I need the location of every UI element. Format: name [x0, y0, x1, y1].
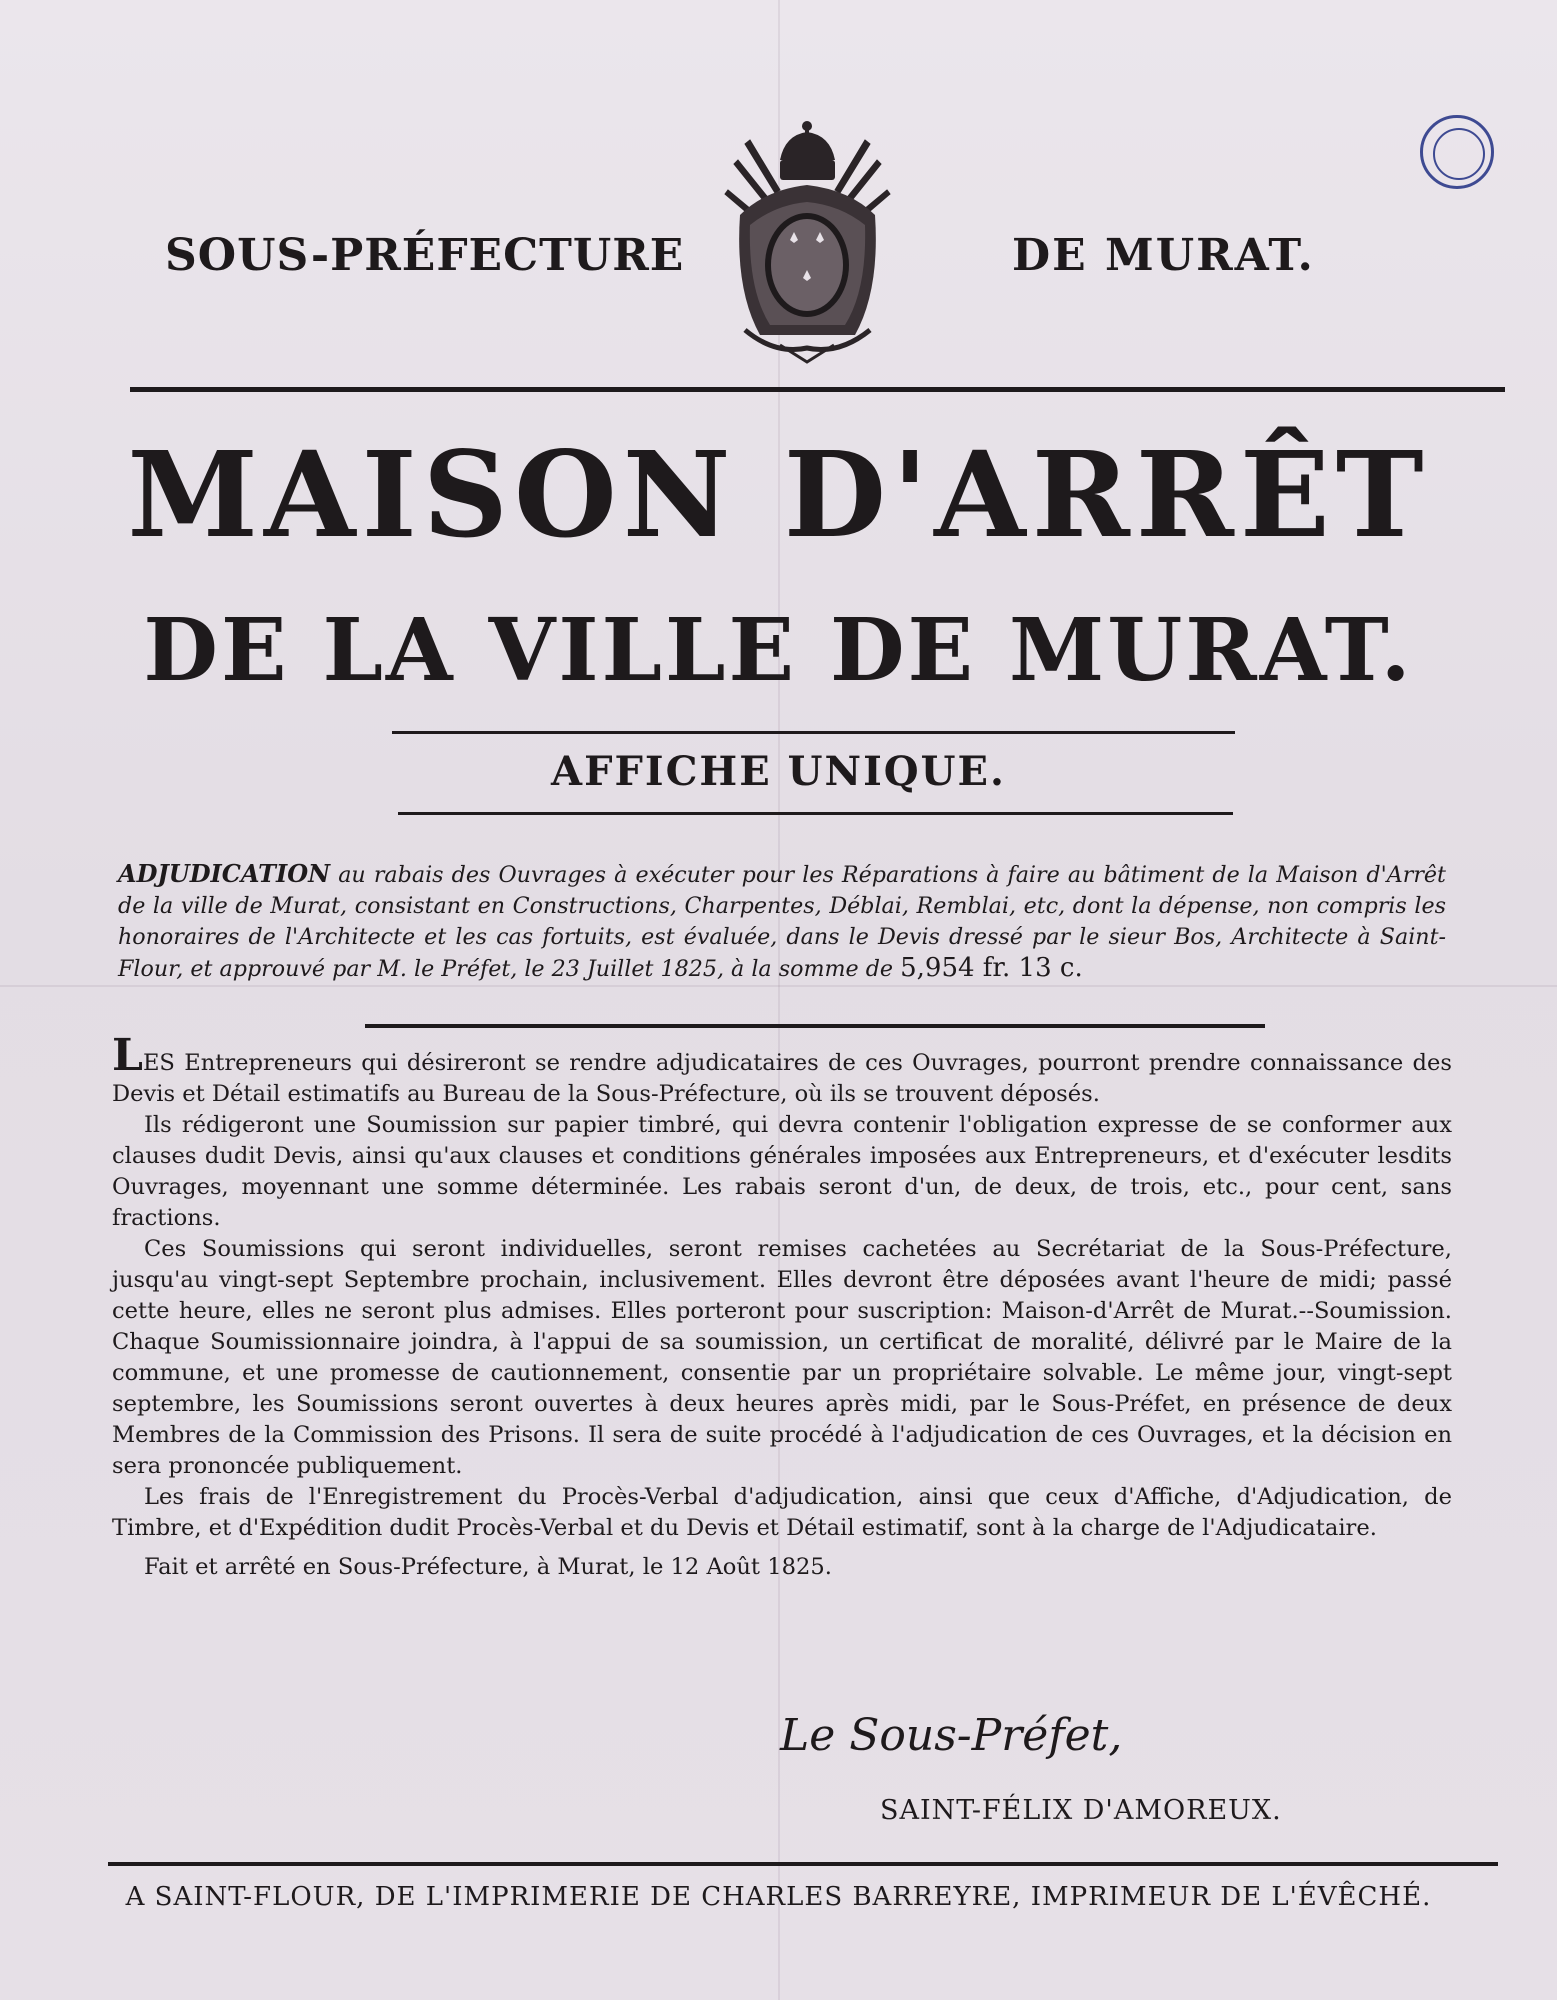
body-paragraph-3: Ces Soumissions qui seront individuelles, seront remises cachetées au Secrétariat de la Sous-Préfecture, jusqu'au vingt-sept Septembre prochain, inclusivement. Elles devront être déposées avant l'heure de midi; passé cette heure, elles ne seront plus admises. Elles porteront pour suscription: Maison-d'Arrêt de Murat.--Soumission. Chaque Soumissionnaire joindra, à l'appui de sa soumission, un certificat de moralité, délivré par le Maire de la commune, et une promesse de cautionnement, consentie par un propriétaire solvable. Le même jour, vingt-sept septembre, les Soumissions seront ouvertes à deux heures après midi, par le Sous-Préfet, en présence de deux Membres de la Commission des Prisons. Il sera de suite procédé à l'adjudication de ces Ouvrages, et la décision en sera prononcée publiquement.: [112, 1236, 1452, 1479]
rule-above-footer: [108, 1862, 1498, 1866]
rule-below-subtitle: [398, 812, 1233, 815]
adjudication-lead: ADJUDICATION: [118, 859, 331, 888]
poster-header: [0, 120, 1557, 370]
body-paragraph-4: Les frais de l'Enregistrement du Procès-Verbal d'adjudication, ainsi que ceux d'Affiche, d'Adjudication, de Timbre, et d'Expédition dudit Procès-Verbal et du Devis et Détail estimatif, sont à la charge de l'Adjudicataire.: [112, 1484, 1452, 1541]
rule-above-body: [365, 1024, 1265, 1028]
adjudication-amount: 5,954 fr. 13 c.: [900, 953, 1083, 983]
header-right-text: DE MURAT.: [1012, 230, 1315, 281]
royal-coat-of-arms-icon: [720, 120, 895, 365]
rule-above-subtitle: [392, 731, 1235, 734]
main-title-line2: DE LA VILLE DE MURAT.: [143, 600, 1414, 701]
date-line: Fait et arrêté en Sous-Préfecture, à Murat, le 12 Août 1825.: [144, 1554, 832, 1580]
poster-body: [112, 1030, 1452, 1583]
adjudication-text: au rabais des Ouvrages à exécuter pour les Réparations à faire au bâtiment de la Maison d'Arrêt de la ville de Murat, consistant en Constructions, Charpentes, Déblai, Remblai, etc, dont la dépense, non compris les honoraires de l'Architecte et les cas fortuits, est évaluée, dans le Devis dressé par le sieur Bos, Architecte à Saint-Flour, et approuvé par M. le Préfet, le 23 Juillet 1825, à la somme de: [118, 862, 1446, 982]
signature-name: SAINT-FÉLIX D'AMOREUX.: [880, 1795, 1282, 1826]
printer-footer: A SAINT-FLOUR, DE L'IMPRIMERIE DE CHARLES BARREYRE, IMPRIMEUR DE L'ÉVÊCHÉ.: [125, 1882, 1432, 1912]
header-left-text: SOUS-PRÉFECTURE: [165, 230, 685, 281]
body-paragraph-1: LES Entrepreneurs qui désireront se rendre adjudicataires de ces Ouvrages, pourront prendre connaissance des Devis et Détail estimatifs au Bureau de la Sous-Préfecture, où ils se trouvent déposés.: [112, 1030, 1452, 1107]
main-title: MAISON D'ARRÊT: [127, 425, 1430, 564]
rule-under-header: [130, 387, 1505, 392]
drop-cap: L: [112, 1030, 143, 1081]
signature-title: Le Sous-Préfet,: [780, 1710, 1123, 1761]
adjudication-notice: [118, 858, 1446, 985]
archive-stamp-icon: [1420, 115, 1494, 189]
paper-fold-horizontal: [0, 985, 1557, 987]
body-paragraph-2: Ils rédigeront une Soumission sur papier timbré, qui devra contenir l'obligation expresse de se conformer aux clauses dudit Devis, ainsi qu'aux clauses et conditions générales imposées aux Entrepreneurs, et d'exécuter lesdits Ouvrages, moyennant une somme déterminée. Les rabais seront d'un, de deux, de trois, etc., pour cent, sans fractions.: [112, 1112, 1452, 1231]
subtitle: AFFICHE UNIQUE.: [551, 748, 1006, 795]
archive-stamp-inner-ring: [1433, 128, 1485, 180]
